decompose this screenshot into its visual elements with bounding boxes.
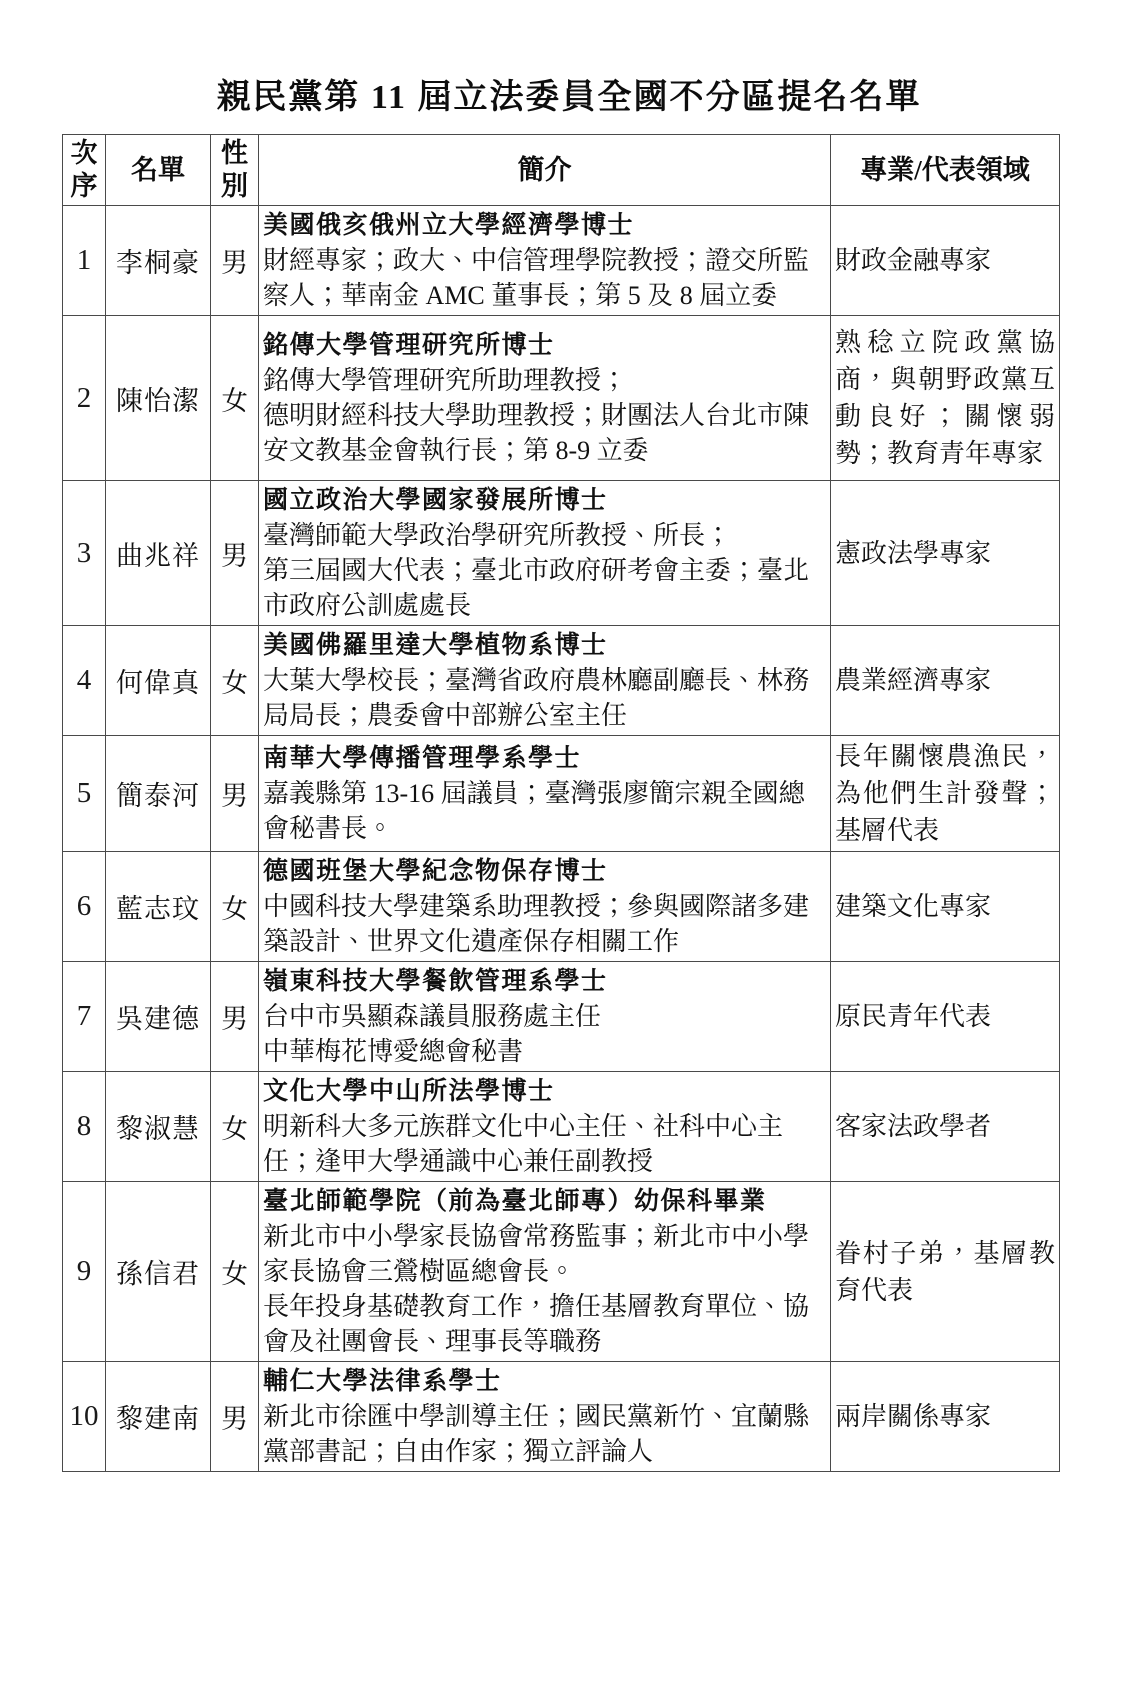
intro-cell [259, 206, 831, 316]
table-row [63, 206, 1060, 316]
header-gender: 性別 [211, 135, 259, 206]
name-cell: 陳怡潔 [106, 316, 211, 481]
table-row [63, 481, 1060, 626]
table-row [63, 852, 1060, 962]
table-row [63, 1362, 1060, 1472]
order-cell: 10 [63, 1362, 106, 1472]
degree-line: 美國俄亥俄州立大學經濟學博士 [263, 212, 635, 239]
order-cell: 2 [63, 316, 106, 481]
degree-line: 國立政治大學國家發展所博士 [263, 487, 608, 514]
bio-line: 中華梅花博愛總會秘書 [263, 1037, 524, 1066]
degree-line: 臺北師範學院（前為臺北師專）幼保科畢業 [263, 1188, 767, 1215]
header-name: 名單 [106, 135, 211, 206]
name-cell: 藍志玟 [106, 852, 211, 962]
bio-line: 明新科大多元族群文化中心主任、社科中心主任；逢甲大學通識中心兼任副教授 [263, 1112, 784, 1176]
degree-line: 德國班堡大學紀念物保存博士 [263, 858, 608, 885]
gender-cell: 男 [211, 206, 259, 316]
table-row [63, 626, 1060, 736]
bio-line: 德明財經科技大學助理教授；財團法人台北市陳安文教基金會執行長；第 8-9 立委 [263, 401, 810, 465]
field-cell: 原民青年代表 [831, 962, 1060, 1072]
intro-cell [259, 1362, 831, 1472]
bio-line: 財經專家；政大、中信管理學院教授；證交所監察人；華南金 AMC 董事長；第 5 及 8 屆立委 [263, 246, 810, 310]
order-cell: 8 [63, 1072, 106, 1182]
bio-line: 大葉大學校長；臺灣省政府農林廳副廳長、林務局局長；農委會中部辦公室主任 [263, 666, 810, 730]
gender-cell: 女 [211, 852, 259, 962]
bio-line: 長年投身基礎教育工作，擔任基層教育單位、協會及社團會長、理事長等職務 [263, 1292, 810, 1356]
gender-cell: 女 [211, 1072, 259, 1182]
header-intro: 簡介 [259, 135, 831, 206]
degree-line: 美國佛羅里達大學植物系博士 [263, 632, 608, 659]
field-cell: 眷村子弟，基層教育代表 [831, 1182, 1060, 1362]
table-row [63, 736, 1060, 852]
table-row [63, 316, 1060, 481]
degree-line: 嶺東科技大學餐飲管理系學士 [263, 968, 608, 995]
name-cell: 曲兆祥 [106, 481, 211, 626]
field-cell: 建築文化專家 [831, 852, 1060, 962]
intro-cell [259, 1182, 831, 1362]
gender-cell: 女 [211, 1182, 259, 1362]
intro-cell [259, 481, 831, 626]
bio-line: 臺灣師範大學政治學研究所教授、所長； [263, 521, 732, 550]
intro-cell [259, 626, 831, 736]
gender-cell: 男 [211, 1362, 259, 1472]
bio-line: 中國科技大學建築系助理教授；參與國際諸多建築設計、世界文化遺產保存相關工作 [263, 892, 810, 956]
field-cell: 財政金融專家 [831, 206, 1060, 316]
bio-line: 新北市徐匯中學訓導主任；國民黨新竹、宜蘭縣黨部書記；自由作家；獨立評論人 [263, 1402, 810, 1466]
table-row [63, 1182, 1060, 1362]
header-order: 次序 [63, 135, 106, 206]
name-cell: 黎建南 [106, 1362, 211, 1472]
nomination-table [62, 134, 1060, 1472]
field-cell: 兩岸關係專家 [831, 1362, 1060, 1472]
field-cell: 長年關懷農漁民，為他們生計發聲；基層代表 [831, 736, 1060, 852]
intro-cell [259, 962, 831, 1072]
field-cell: 客家法政學者 [831, 1072, 1060, 1182]
intro-cell [259, 1072, 831, 1182]
intro-cell [259, 852, 831, 962]
bio-line: 第三屆國大代表；臺北市政府研考會主委；臺北市政府公訓處處長 [263, 556, 810, 620]
name-cell: 何偉真 [106, 626, 211, 736]
degree-line: 文化大學中山所法學博士 [263, 1078, 555, 1105]
table-row [63, 1072, 1060, 1182]
page-title: 親民黨第 11 屆立法委員全國不分區提名名單 [216, 79, 922, 116]
bio-line: 新北市中小學家長協會常務監事；新北市中小學家長協會三鶯樹區總會長。 [263, 1222, 810, 1286]
order-cell: 1 [63, 206, 106, 316]
field-cell: 憲政法學專家 [831, 481, 1060, 626]
name-cell: 簡泰河 [106, 736, 211, 852]
gender-cell: 女 [211, 316, 259, 481]
order-cell: 6 [63, 852, 106, 962]
order-cell: 9 [63, 1182, 106, 1362]
gender-cell: 男 [211, 481, 259, 626]
degree-line: 輔仁大學法律系學士 [263, 1368, 502, 1395]
order-cell: 5 [63, 736, 106, 852]
field-cell: 農業經濟專家 [831, 626, 1060, 736]
gender-cell: 男 [211, 736, 259, 852]
degree-line: 銘傳大學管理研究所博士 [263, 332, 555, 359]
bio-line: 台中市吳顯森議員服務處主任 [263, 1002, 602, 1031]
table-header-row [63, 135, 1060, 206]
gender-cell: 女 [211, 626, 259, 736]
degree-line: 南華大學傳播管理學系學士 [263, 745, 582, 772]
name-cell: 李桐豪 [106, 206, 211, 316]
intro-cell [259, 736, 831, 852]
name-cell: 孫信君 [106, 1182, 211, 1362]
order-cell: 7 [63, 962, 106, 1072]
order-cell: 3 [63, 481, 106, 626]
intro-cell [259, 316, 831, 481]
order-cell: 4 [63, 626, 106, 736]
table-row [63, 962, 1060, 1072]
bio-line: 銘傳大學管理研究所助理教授； [263, 366, 628, 395]
bio-line: 嘉義縣第 13-16 屆議員；臺灣張廖簡宗親全國總會秘書長。 [263, 779, 805, 843]
header-field: 專業/代表領域 [831, 135, 1060, 206]
name-cell: 吳建德 [106, 962, 211, 1072]
field-cell: 熟稔立院政黨協商，與朝野政黨互動良好；關懷弱勢；教育青年專家 [831, 316, 1060, 481]
name-cell: 黎淑慧 [106, 1072, 211, 1182]
gender-cell: 男 [211, 962, 259, 1072]
